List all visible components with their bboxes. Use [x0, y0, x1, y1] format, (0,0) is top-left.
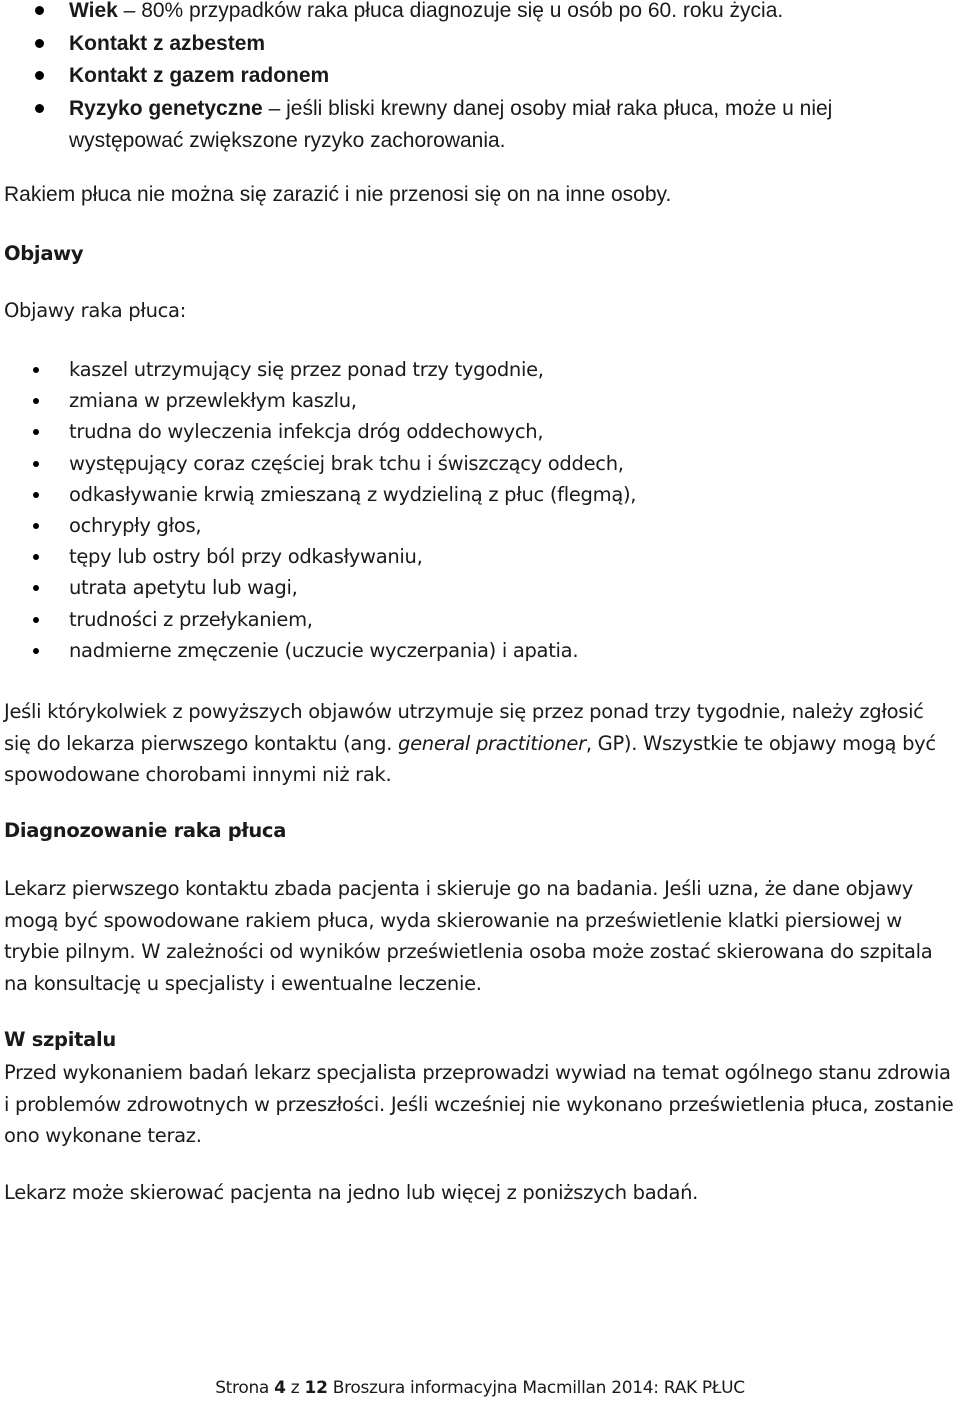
risk-factor-lead: Wiek [69, 0, 118, 22]
risk-factor-text: – 80% przypadków raka płuca diagnozuje się u osób po 60. roku życia. [117, 0, 784, 22]
list-item [0, 0, 920, 28]
list-item: utrata apetytu lub wagi, [0, 572, 950, 603]
referral-text: Lekarz może skierować pacjenta na jedno lub więcej z poniższych badań. [4, 1181, 699, 1204]
list-item: nadmierne zmęczenie (uczucie wyczerpania) i apatia. [0, 635, 950, 666]
list-item [0, 93, 920, 158]
list-item: trudna do wyleczenia infekcja dróg oddechowych, [0, 416, 950, 447]
footer-text: Broszura informacyjna Macmillan 2014: RAK PŁUC [327, 1378, 745, 1398]
symptoms-list [0, 354, 950, 666]
list-item: zmiana w przewlekłym kaszlu, [0, 385, 950, 416]
page-footer [0, 1378, 960, 1398]
risk-factor-lead: Ryzyko genetyczne [69, 96, 263, 120]
list-item [0, 28, 920, 61]
list-item: trudności z przełykaniem, [0, 604, 950, 635]
list-item: kaszel utrzymujący się przez ponad trzy tygodnie, [0, 354, 950, 385]
list-item: ochrypły głos, [0, 510, 950, 541]
risk-factor-lead: Kontakt z gazem radonem [69, 64, 330, 87]
symptoms-advice [4, 696, 956, 791]
diagnosis-text: Lekarz pierwszego kontaktu zbada pacjenta i skieruje go na badania. Jeśli uzna, że dane objawy mogą być spowodowane rakiem płuca, wyda skierowanie na prześwietlenie klatki piersiowej w trybie pilnym. W zależności od wyników prześwietlenia osoba może zostać skierowana do szpitala na konsultację u specjalisty i ewentualne leczenie. [4, 877, 933, 995]
symptoms-intro: Objawy raka płuca: [4, 299, 186, 322]
current-page-number: 4 [274, 1378, 286, 1398]
risk-factor-list [0, 0, 920, 158]
total-pages-number: 12 [304, 1378, 328, 1398]
risk-factor-text: – jeśli bliski krewny danej osoby miał raka płuca, może u niej występować zwiększone ryzyko zachorowania. [69, 96, 833, 152]
risk-factor-lead: Kontakt z azbestem [69, 31, 266, 55]
hospital-heading: W szpitalu [4, 1028, 116, 1051]
footer-text: z [285, 1378, 305, 1398]
advice-italic-term: general practitioner [398, 731, 586, 755]
list-item: występujący coraz częściej brak tchu i świszczący oddech, [0, 448, 950, 479]
advice-text: Jeśli którykolwiek z powyższych objawów utrzymuje się przez ponad trzy tygodnie, należy zgłosić się do lekarza pierwszego kontaktu (ang. [4, 700, 924, 755]
not-contagious-note: Rakiem płuca nie można się zarazić i nie przenosi się on na inne osoby. [4, 183, 672, 206]
hospital-text: Przed wykonaniem badań lekarz specjalista przeprowadzi wywiad na temat ogólnego stanu zdrowia i problemów zdrowotnych w przeszłości. Jeśli wcześniej nie wykonano prześwietlenia płuca, zostanie ono wykonane teraz. [4, 1061, 954, 1147]
symptoms-heading: Objawy [4, 242, 84, 265]
footer-text: Strona [215, 1378, 275, 1398]
advice-text: , GP). Wszystkie te objawy mogą być spowodowane chorobami innymi niż rak. [4, 731, 936, 786]
list-item: odkasływanie krwią zmieszaną z wydzieliną z płuc (flegmą), [0, 479, 950, 510]
list-item: tępy lub ostry ból przy odkasływaniu, [0, 541, 950, 572]
diagnosis-heading: Diagnozowanie raka płuca [4, 819, 287, 842]
list-item [0, 60, 920, 93]
